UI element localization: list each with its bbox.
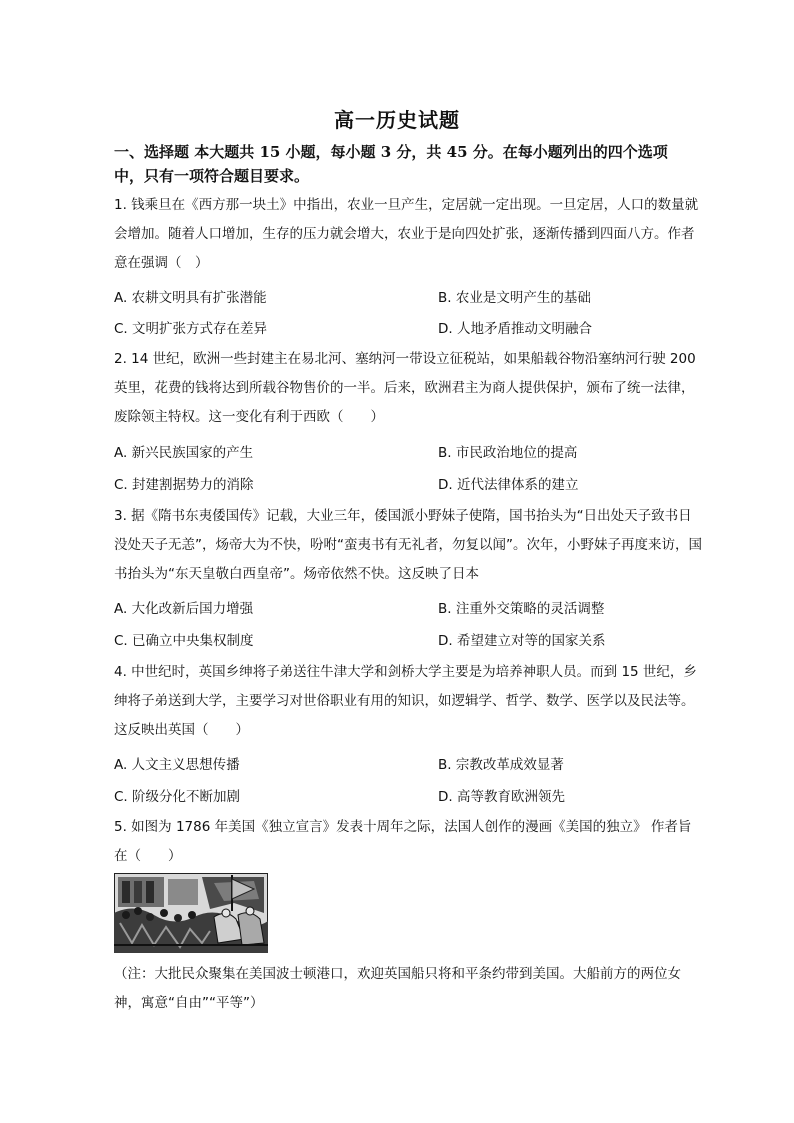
question-2-option-c: C. 封建割据势力的消除 [114, 477, 254, 493]
question-3-option-a: A. 大化改新后国力增强 [114, 601, 254, 617]
question-1-option-b: B. 农业是文明产生的基础 [438, 290, 591, 306]
question-4-option-b: B. 宗教改革成效显著 [438, 757, 564, 773]
question-1-stem: 1. 钱乘旦在《西方那一块土》中指出，农业一旦产生，定居就一定出现。一旦定居，人口的数量就会增加。随着人口增加，生存的压力就会增大，农业于是向四处扩张，逐渐传播到四面八方。作者意在强调（ ） [114, 197, 699, 271]
page-title: 高一历史试题 [334, 108, 460, 132]
question-4-option-d: D. 高等教育欧洲领先 [438, 789, 565, 805]
section-header: 一、选择题 本大题共 15 小题，每小题 3 分，共 45 分。在每小题列出的四个选项中，只有一项符合题目要求。 [114, 143, 668, 185]
question-4-option-c: C. 阶级分化不断加剧 [114, 789, 241, 805]
question-1-option-c: C. 文明扩张方式存在差异 [114, 321, 268, 337]
question-4-option-a: A. 人文主义思想传播 [114, 757, 240, 773]
question-4-stem: 4. 中世纪时，英国乡绅将子弟送往牛津大学和剑桥大学主要是为培养神职人员。而到 15 世纪，乡绅将子弟送到大学，主要学习对世俗职业有用的知识，如逻辑学、哲学、数学、医学以及民法等。这反映出英国（ ） [114, 664, 697, 738]
question-3-option-b: B. 注重外交策略的灵活调整 [438, 601, 605, 617]
question-2-option-d: D. 近代法律体系的建立 [438, 477, 579, 493]
question-3-stem: 3. 据《隋书东夷倭国传》记载，大业三年，倭国派小野妹子使隋，国书抬头为“日出处天子致书日没处天子无恙”，炀帝大为不快，吩咐“蛮夷书有无礼者，勿复以闻”。次年，小野妹子再度来访，国书抬头为“东天皇敬白西皇帝”。炀帝依然不快。这反映了日本 [114, 508, 702, 582]
question-5-note: （注：大批民众聚集在美国波士顿港口，欢迎英国船只将和平条约带到美国。大船前方的两位女神，寓意“自由”“平等”） [114, 966, 681, 1011]
question-3-option-c: C. 已确立中央集权制度 [114, 633, 254, 649]
question-3-option-d: D. 希望建立对等的国家关系 [438, 633, 606, 649]
question-1-option-a: A. 农耕文明具有扩张潜能 [114, 290, 267, 306]
question-2-option-b: B. 市民政治地位的提高 [438, 445, 578, 461]
question-2-stem: 2. 14 世纪，欧洲一些封建主在易北河、塞纳河一带设立征税站，如果船载谷物沿塞纳河行驶 200 英里，花费的钱将达到所载谷物售价的一半。后来，欧洲君主为商人提供保护，颁布了统一法律，废除领主特权。这一变化有利于西欧（ ） [114, 351, 696, 425]
question-2-option-a: A. 新兴民族国家的产生 [114, 445, 254, 461]
question-5-stem: 5. 如图为 1786 年美国《独立宣言》发表十周年之际，法国人创作的漫画《美国的独立》 作者旨在（ ） [114, 819, 692, 864]
question-1-option-d: D. 人地矛盾推动文明融合 [438, 321, 592, 337]
cartoon-illustration [114, 873, 268, 953]
